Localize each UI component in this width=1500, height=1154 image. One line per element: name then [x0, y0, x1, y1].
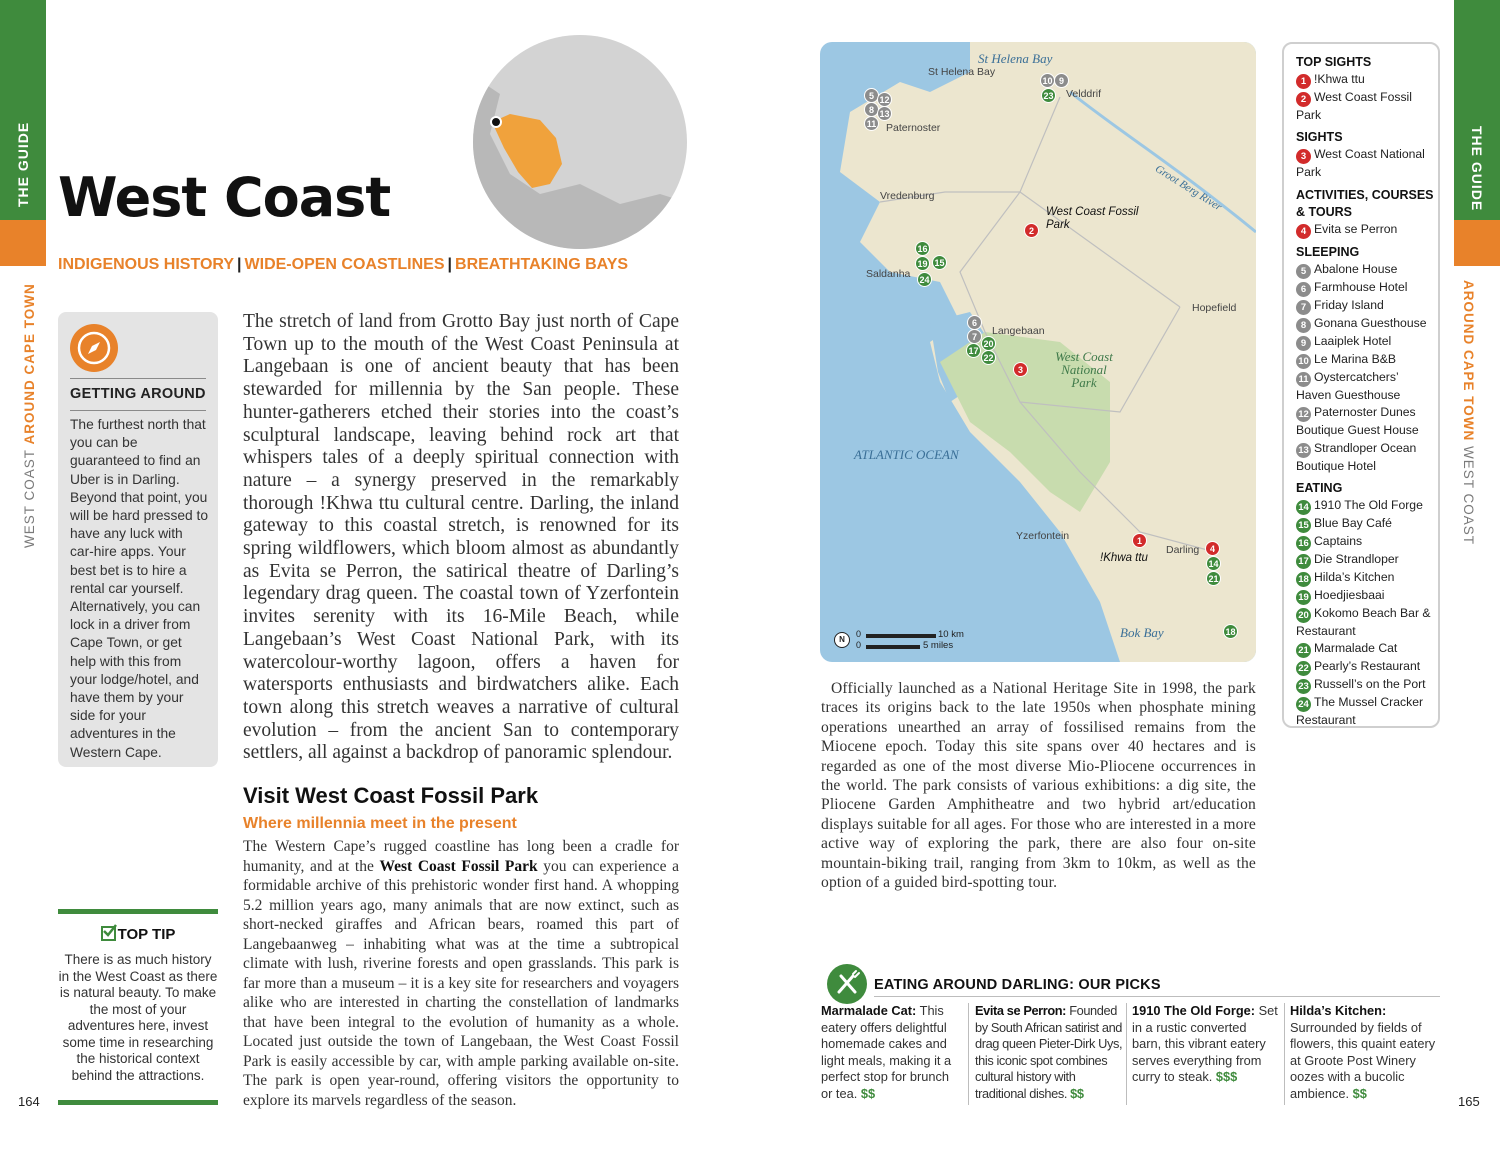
legend-item-label: Laaiplek Hotel [1314, 333, 1392, 348]
section-subheading: Where millennia meet in the present [243, 815, 517, 832]
legend-item[interactable] [1296, 146, 1436, 181]
map-pin-15[interactable]: 15 [932, 255, 947, 270]
pick-hildas-kitchen [1290, 1003, 1440, 1103]
legend-number-badge: 10 [1296, 354, 1311, 369]
map-town-langebaan: Langebaan [992, 325, 1045, 337]
legend-item-label: Friday Island [1314, 297, 1384, 312]
map-water-st-helena-bay: St Helena Bay [978, 51, 1053, 66]
fossil-park-continued [821, 679, 1256, 892]
map-pin-8[interactable]: 8 [864, 102, 879, 117]
tagline-3: BREATHTAKING BAYS [455, 256, 629, 273]
legend-number-badge: 6 [1296, 282, 1311, 297]
legend-item-label: Blue Bay Café [1314, 516, 1392, 531]
map-scale-km: 10 km [938, 629, 964, 640]
legend-item-label: Die Strandloper [1314, 552, 1399, 567]
left-tab-around-cape-town: AROUND CAPE TOWN [22, 283, 37, 445]
intro-paragraph: The stretch of land from Grotto Bay just north of Cape Town up to the mouth of the West Coast Peninsula at Langebaan is one of ancient beauty that has been stewarded for millennia by the San people. These hunter-gatherers etched their stories into the coast’s sculptural landscape, leaving behind rock art that whispers tales of a deeply spiritual connection with nature – a synergy preserved in the remarkably thorough !Khwa ttu cultural centre. Darling, the inland gateway to this coastal stretch, is renowned for its spring wildflowers, which bloom almost as abundantly as Evita se Perron, the satirical theatre of Darling’s legendary drag queen. The coastal town of Yzerfontein invites serenity with its 16-Mile Beach, while Langebaan’s West Coast National Park, with its watercolour-worthy lagoon, offers a haven for watersports enthusiasts and birdwatchers alike. Each town along this stretch weaves a narrative of cultural evolution – from the ancient San to contemporary settlers, all against a backdrop of panoramic splendour. [243, 311, 679, 764]
tagline-separator: | [447, 256, 453, 273]
legend-item[interactable] [1296, 71, 1436, 89]
legend-number-badge: 12 [1296, 407, 1311, 422]
page-number-left: 164 [18, 1094, 40, 1109]
map-scale-miles: 5 miles [923, 640, 954, 651]
left-side-tab-orange [0, 220, 46, 266]
legend-item[interactable] [1296, 89, 1436, 124]
legend-number-badge: 16 [1296, 536, 1311, 551]
legend-item[interactable] [1296, 587, 1436, 605]
pick-price: $$ [860, 1085, 876, 1101]
map-sight-khwa-ttu: !Khwa ttu [1100, 552, 1148, 564]
legend-number-badge: 2 [1296, 92, 1311, 107]
map-river-label: Groot Berg River [1152, 162, 1224, 214]
legend-item[interactable] [1296, 533, 1436, 551]
legend-item[interactable] [1296, 279, 1436, 297]
pick-name: Hilda’s Kitchen: [1290, 1003, 1387, 1018]
legend-number-badge: 1 [1296, 74, 1311, 89]
map-town-darling: Darling [1166, 544, 1200, 556]
picks-rule [874, 996, 1440, 997]
section-text-1: The Western Cape’s rugged coastline has long been a cradle for humanity, and at the [243, 838, 679, 875]
legend-number-badge: 15 [1296, 518, 1311, 533]
map-north-arrow-icon [834, 632, 850, 648]
fossil-park-continued-text: Officially launched as a National Heritage Site in 1998, the park traces its origins back to the late 1950s when phosphate mining operations unearthed an array of fossilised remains from the Miocene epoch. Today this site spans over 40 hectares and is regarded as one of the most diverse Mio-Pliocene occurrences in the world. The park consists of various exhibitions: a dig site, the Pliocene Garden Amphitheatre and two hybrid art/education displays suitable for all ages. For those who are interested in a more active way of exploring the park, there are also four on-site mountain-biking trail, ranging from 3km to 10km, as well as the option of a guided bird-spotting tour. [821, 680, 1256, 892]
legend-item-label: Le Marina B&B [1314, 351, 1396, 366]
picks-divider [968, 1003, 969, 1105]
compass-icon [70, 324, 118, 372]
legend-item-label: Oystercatchers’ Haven Guesthouse [1296, 369, 1401, 402]
legend-number-badge: 18 [1296, 572, 1311, 587]
section-heading: Visit West Coast Fossil Park [243, 783, 539, 808]
map-pin-13[interactable]: 13 [877, 106, 892, 121]
map-pin-11[interactable]: 11 [864, 116, 879, 131]
top-tip-text: There is as much history in the West Coast as there is natural beauty. To make the most of your adventures here, invest some time in researching the historical context behind the attractions. [58, 952, 218, 1083]
legend-number-badge: 9 [1296, 336, 1311, 351]
map-pin-16[interactable]: 16 [915, 241, 930, 256]
right-side-tab-orange [1454, 220, 1500, 266]
map-scale-zero-mi: 0 [856, 640, 862, 650]
pick-text: Set in a rustic converted barn, this vibrant eatery serves everything from curry to steak. [1132, 1003, 1278, 1085]
pick-text: Founded by South African satirist and drag queen Pieter-Dirk Uys, this iconic spot combines cultural history with traditional dishes. [975, 1003, 1123, 1101]
right-tab-the-guide: THE GUIDE [1469, 126, 1485, 212]
legend-item[interactable] [1296, 551, 1436, 569]
map-pin-2[interactable]: 2 [1024, 223, 1039, 238]
map-town-st-helena-bay: St Helena Bay [928, 66, 996, 78]
map-park-label: West Coast National Park [1055, 349, 1113, 390]
legend-item[interactable] [1296, 333, 1436, 351]
map-sight-fossil-park: West Coast Fossil Park [1046, 206, 1139, 231]
right-tab-west-coast: WEST COAST [1461, 446, 1476, 546]
legend-number-badge: 17 [1296, 554, 1311, 569]
legend-item-label: Hilda’s Kitchen [1314, 570, 1395, 585]
top-tip-rule-top [58, 909, 218, 914]
map-pin-18[interactable]: 18 [1223, 624, 1238, 639]
section-text-2: you can experience a formidable archive of this prehistoric wonder first hand. A whopping 5.2 million years ago, many animals that are now extinct, such as short-necked giraffes and African bears, roamed this part of Langebaanweg – inhabiting what was at the time a subtropical climate with lush, riverine forests and open grasslands. This park is far more than a museum – it is a key site for researchers and voyagers alike who are interested in charting the constellation of landmarks that have been integral to the evolution of humanity as a whole. Located just outside the town of Langebaan, the West Coast Fossil Park is easily accessible by car, with ample parking available on-site. The park is open year-round, offering visitors the opportunity to explore its marvels regardless of the season. [243, 857, 679, 1109]
map-pin-3[interactable]: 3 [1013, 362, 1028, 377]
pick-old-forge [1132, 1003, 1278, 1086]
legend-item[interactable] [1296, 440, 1436, 475]
map-pin-9[interactable]: 9 [1054, 73, 1069, 88]
map-legend [1282, 42, 1440, 728]
map-north-label: N [839, 635, 845, 644]
legend-item[interactable] [1296, 658, 1436, 676]
left-tab-the-guide: THE GUIDE [15, 121, 31, 207]
map-pin-1[interactable]: 1 [1132, 533, 1147, 548]
right-tab-section-label [1461, 280, 1476, 545]
map-scale-bar-mi [866, 645, 920, 649]
tagline [58, 256, 628, 274]
legend-item-label: Farmhouse Hotel [1314, 279, 1408, 294]
map-town-saldanha: Saldanha [866, 268, 911, 280]
area-map [820, 42, 1256, 662]
map-water-atlantic: ATLANTIC OCEAN [854, 447, 959, 462]
box-divider [70, 378, 206, 379]
map-pin-4[interactable]: 4 [1205, 541, 1220, 556]
pick-price: $$ [1070, 1085, 1084, 1101]
pick-text: This eatery offers delightful homemade cakes and light meals, making it a perfect stop for brunch or tea. [821, 1003, 952, 1101]
legend-item[interactable] [1296, 497, 1436, 515]
map-pin-24[interactable]: 24 [917, 272, 932, 287]
getting-around-text: The furthest north that you can be guaranteed to find an Uber is in Darling. Beyond that point, you will be hard pressed to have any luck with car-hire apps. Your best bet is to hire a rental car yourself. Alternatively, you can lock in a driver from Cape Town, or get help with this from your lodge/hotel, and have them by your side for your adventures in the Western Cape. [70, 417, 209, 760]
locator-map-icon [470, 34, 692, 256]
legend-item-label: West Coast Fossil Park [1296, 90, 1412, 122]
legend-item-label: Abalone House [1314, 261, 1398, 276]
legend-item-label: Strandloper Ocean Boutique Hotel [1296, 440, 1417, 473]
legend-number-badge: 24 [1296, 697, 1311, 712]
legend-number-badge: 23 [1296, 679, 1311, 694]
legend-number-badge: 8 [1296, 318, 1311, 333]
map-pin-14[interactable]: 14 [1206, 556, 1221, 571]
map-town-hopefield: Hopefield [1192, 302, 1237, 314]
page-title: West Coast [58, 166, 391, 229]
legend-item-label: Kokomo Beach Bar & Restaurant [1296, 606, 1431, 639]
legend-number-badge: 20 [1296, 608, 1311, 623]
legend-number-badge: 13 [1296, 443, 1311, 458]
pick-text: Surrounded by fields of flowers, this quaint eatery at Groote Post Winery oozes with a bucolic ambience. [1290, 1019, 1436, 1101]
legend-item[interactable] [1296, 369, 1436, 404]
legend-item[interactable] [1296, 640, 1436, 658]
legend-number-badge: 4 [1296, 224, 1311, 239]
legend-item[interactable] [1296, 569, 1436, 587]
legend-item-label: The Mussel Cracker Restaurant [1296, 695, 1424, 728]
map-scale-zero-km: 0 [856, 629, 862, 639]
legend-item[interactable] [1296, 404, 1436, 439]
map-pin-7[interactable]: 7 [967, 329, 982, 344]
page-number-right: 165 [1458, 1094, 1480, 1109]
map-pin-5[interactable]: 5 [864, 88, 879, 103]
legend-item-label: 1910 The Old Forge [1314, 498, 1423, 513]
map-pin-23[interactable]: 23 [1041, 88, 1056, 103]
legend-item[interactable] [1296, 676, 1436, 694]
map-pin-22[interactable]: 22 [981, 350, 996, 365]
map-pin-10[interactable]: 10 [1040, 73, 1055, 88]
legend-item-label: West Coast National Park [1296, 147, 1425, 180]
legend-item-label: Hoedjiesbaai [1314, 588, 1385, 603]
pick-name: Marmalade Cat: [821, 1003, 917, 1018]
getting-around-box [58, 312, 218, 767]
map-pin-6[interactable]: 6 [967, 315, 982, 330]
pick-price: $$ [1352, 1085, 1367, 1101]
map-town-yzerfontein: Yzerfontein [1016, 530, 1070, 542]
pick-evita-se-perron [975, 1003, 1123, 1103]
section-text-bold: West Coast Fossil Park [379, 857, 538, 875]
legend-item[interactable] [1296, 605, 1436, 640]
legend-item[interactable] [1296, 315, 1436, 333]
cutlery-icon [827, 964, 867, 1004]
top-tip-heading: TOP TIP [117, 926, 176, 943]
pick-name: Evita se Perron: [975, 1003, 1067, 1018]
map-pin-19[interactable]: 19 [915, 256, 930, 271]
legend-number-badge: 14 [1296, 500, 1311, 515]
right-tab-around-cape-town: AROUND CAPE TOWN [1461, 280, 1476, 442]
map-pin-21[interactable]: 21 [1206, 571, 1221, 586]
tagline-2: WIDE-OPEN COASTLINES [244, 256, 445, 273]
legend-item-label: Gonana Guesthouse [1314, 315, 1427, 330]
legend-item-label: Captains [1314, 534, 1363, 549]
map-water-bok-bay: Bok Bay [1120, 625, 1164, 640]
legend-item[interactable] [1296, 694, 1436, 729]
legend-number-badge: 11 [1296, 372, 1311, 387]
left-tab-west-coast: WEST COAST [22, 449, 37, 548]
legend-heading: SIGHTS [1296, 130, 1343, 145]
map-town-paternoster: Paternoster [886, 122, 941, 134]
pick-name: 1910 The Old Forge: [1132, 1003, 1256, 1018]
map-town-vredenburg: Vredenburg [880, 190, 935, 202]
left-tab-section-label [22, 283, 37, 548]
box-divider [70, 410, 206, 411]
picks-divider [1284, 1003, 1285, 1105]
legend-item-label: Marmalade Cat [1314, 641, 1398, 656]
top-tip-heading-row [58, 926, 218, 943]
top-tip-rule-bottom [58, 1100, 218, 1105]
map-scale-bar-km [866, 634, 936, 638]
picks-heading: EATING AROUND DARLING: OUR PICKS [874, 977, 1161, 993]
legend-item[interactable] [1296, 221, 1436, 239]
legend-item[interactable] [1296, 261, 1436, 279]
legend-item-label: Evita se Perron [1314, 221, 1398, 236]
tagline-separator: | [237, 256, 242, 273]
legend-item-label: Paternoster Dunes Boutique Guest House [1296, 405, 1419, 438]
legend-item[interactable] [1296, 297, 1436, 315]
map-terrain [820, 42, 1256, 662]
legend-number-badge: 7 [1296, 300, 1311, 315]
legend-heading: ACTIVITIES, COURSES & TOURS [1296, 187, 1434, 219]
legend-heading: EATING [1296, 481, 1343, 496]
legend-heading: SLEEPING [1296, 244, 1360, 259]
legend-number-badge: 5 [1296, 264, 1311, 279]
legend-item[interactable] [1296, 515, 1436, 533]
legend-list [1296, 54, 1436, 730]
legend-number-badge: 22 [1296, 661, 1311, 676]
legend-item-label: Russell’s on the Port [1314, 677, 1426, 692]
map-pin-12[interactable]: 12 [877, 92, 892, 107]
map-town-velddrif: Velddrif [1066, 88, 1102, 100]
legend-number-badge: 19 [1296, 590, 1311, 605]
checkbox-icon [101, 926, 116, 941]
legend-item[interactable] [1296, 351, 1436, 369]
section-body [243, 837, 679, 1110]
legend-item-label: Pearly’s Restaurant [1314, 659, 1421, 674]
pick-price: $$$ [1215, 1069, 1238, 1085]
pick-marmalade-cat [821, 1003, 963, 1103]
legend-heading: TOP SIGHTS [1296, 55, 1372, 69]
picks-divider [1126, 1003, 1127, 1105]
legend-number-badge: 21 [1296, 643, 1311, 658]
map-pin-17[interactable]: 17 [966, 343, 981, 358]
legend-item-label: !Khwa ttu [1314, 72, 1365, 86]
legend-number-badge: 3 [1296, 149, 1311, 164]
map-pin-20[interactable]: 20 [981, 336, 996, 351]
tagline-1: INDIGENOUS HISTORY [58, 256, 235, 273]
getting-around-heading: GETTING AROUND [70, 386, 206, 402]
